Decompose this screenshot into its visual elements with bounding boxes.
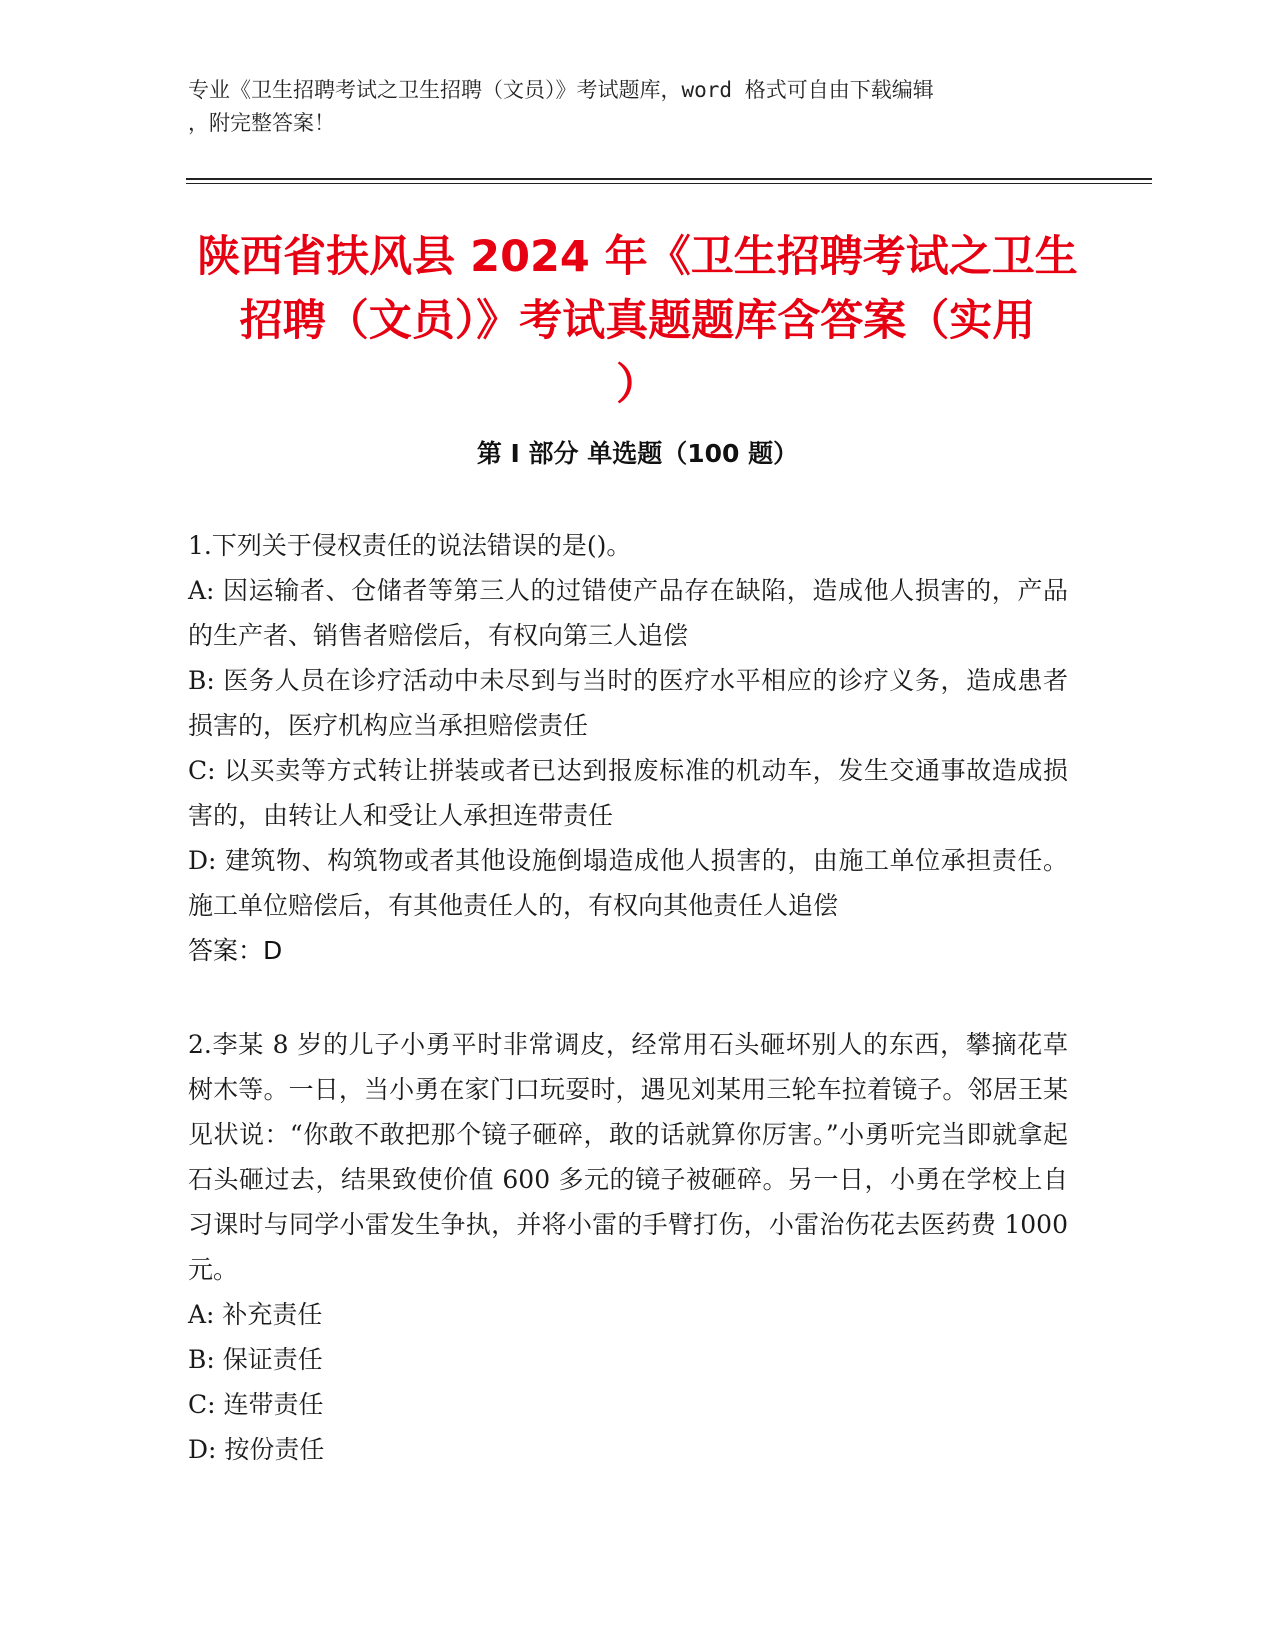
document-title-line-3: ） [616,360,659,410]
question-2 [188,1022,1068,1472]
header-note-line-1: 专业《卫生招聘考试之卫生招聘（文员）》考试题库，word 格式可自由下载编辑 [188,78,934,102]
question-1-option-d: D: 建筑物、构筑物或者其他设施倒塌造成他人损害的，由施工单位承担责任。施工单位赔偿后，有其他责任人的，有权向其他责任人追偿 [188,846,1068,920]
question-1-answer: 答案：D [188,936,283,965]
header-divider-thin [186,183,1152,184]
question-2-option-a: A: 补充责任 [188,1300,323,1329]
question-1-option-c: C: 以买卖等方式转让拼装或者已达到报废标准的机动车，发生交通事故造成损害的，由转让人和受让人承担连带责任 [188,756,1068,830]
section-title: 第 I 部分 单选题（100 题） [476,439,799,468]
question-1-option-a: A: 因运输者、仓储者等第三人的过错使产品存在缺陷，造成他人损害的，产品的生产者、销售者赔偿后，有权向第三人追偿 [188,576,1068,650]
document-title-line-1: 陕西省扶风县 2024 年《卫生招聘考试之卫生 [197,232,1078,282]
question-1 [188,523,1068,973]
question-2-stem: 2.李某 8 岁的儿子小勇平时非常调皮，经常用石头砸坏别人的东西，攀摘花草树木等。一日，当小勇在家门口玩耍时，遇见刘某用三轮车拉着镜子。邻居王某见状说：“你敢不敢把那个镜子砸碎，敢的话就算你厉害。”小勇听完当即就拿起石头砸过去，结果致使价值 600 多元的镜子被砸碎。另一日，小勇在学校上自习课时与同学小雷发生争执，并将小雷的手臂打伤，小雷治伤花去医药费 1000 元。 [188,1030,1068,1284]
document-title [175,225,1100,417]
question-1-stem: 1.下列关于侵权责任的说法错误的是()。 [188,531,632,560]
question-2-option-b: B: 保证责任 [188,1345,323,1374]
header-note [188,74,1088,140]
question-2-option-c: C: 连带责任 [188,1390,324,1419]
header-divider-thick [186,178,1152,180]
header-note-line-2: ，附完整答案！ [188,111,335,135]
question-2-option-d: D: 按份责任 [188,1435,325,1464]
question-1-option-b: B: 医务人员在诊疗活动中未尽到与当时的医疗水平相应的诊疗义务，造成患者损害的，医疗机构应当承担赔偿责任 [188,666,1068,740]
document-title-line-2: 招聘（文员）》考试真题题库含答案（实用 [239,296,1036,346]
